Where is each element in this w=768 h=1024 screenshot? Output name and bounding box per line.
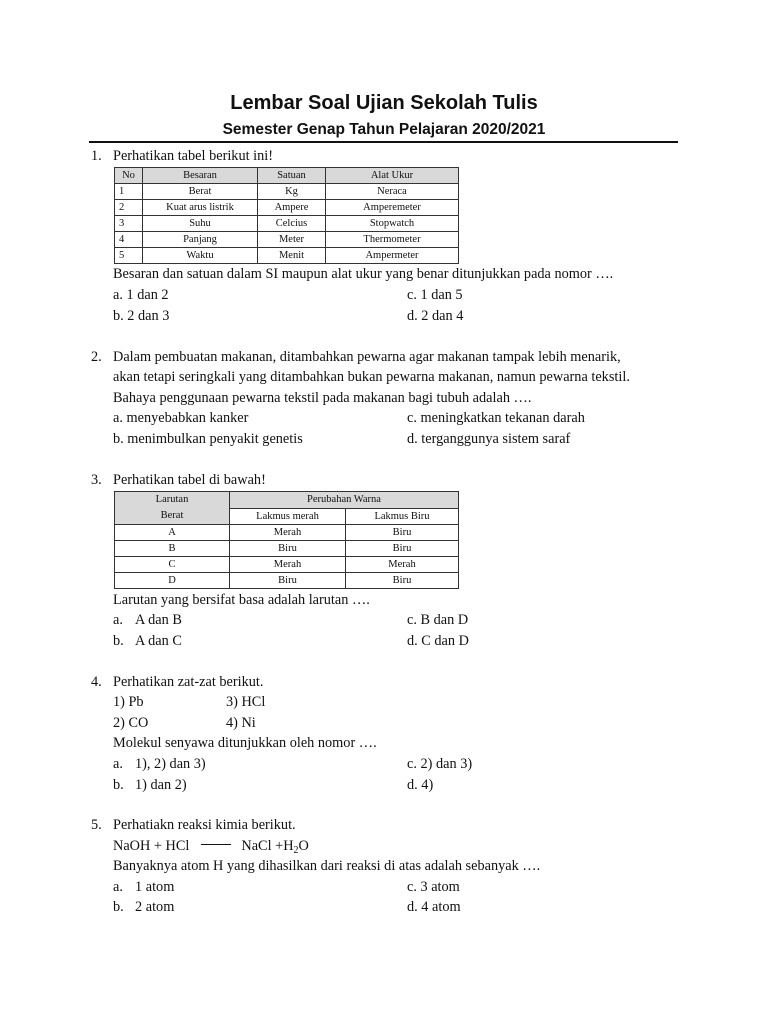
page-subtitle: Semester Genap Tahun Pelajaran 2020/2021 xyxy=(222,121,546,138)
q1-table-header: Alat Ukur xyxy=(326,168,459,184)
table-cell: Ampermeter xyxy=(326,248,459,264)
q5-text: Perhatiakn reaksi kimia berikut. xyxy=(113,817,296,833)
q2-line-2: akan tetapi seringkali yang ditambahkan bukan pewarna makanan, namun pewarna tekstil. xyxy=(113,369,630,385)
table-cell: D xyxy=(115,573,230,589)
table-row xyxy=(115,216,459,232)
table-cell: Berat xyxy=(143,184,258,200)
q1-table xyxy=(114,167,459,264)
table-cell: Biru xyxy=(230,541,346,557)
q3-table-subheader: Lakmus Biru xyxy=(346,508,459,525)
table-cell: Meter xyxy=(258,232,326,248)
q2-number: 2. xyxy=(91,349,102,365)
table-cell: Kg xyxy=(258,184,326,200)
table-row xyxy=(115,525,459,541)
table-cell: B xyxy=(115,541,230,557)
table-row xyxy=(115,184,459,200)
q4-text: Perhatikan zat-zat berikut. xyxy=(113,674,264,690)
q5-reaction-equation xyxy=(113,837,309,855)
table-cell: Merah xyxy=(230,525,346,541)
q5-option-b[interactable]: 2 atom xyxy=(135,899,175,915)
q4-item: 2) CO xyxy=(113,715,149,731)
table-cell: Stopwatch xyxy=(326,216,459,232)
table-cell: Ampere xyxy=(258,200,326,216)
q2-line-3: Bahaya penggunaan pewarna tekstil pada makanan bagi tubuh adalah …. xyxy=(113,390,532,406)
q2-line-1: Dalam pembuatan makanan, ditambahkan pewarna agar makanan tampak lebih menarik, xyxy=(113,349,621,365)
q5-product-prefix: NaCl +H xyxy=(241,838,294,854)
table-row xyxy=(115,232,459,248)
table-row xyxy=(115,248,459,264)
q1-option-b[interactable]: b. 2 dan 3 xyxy=(113,308,170,324)
q3-option-a-label: a. xyxy=(113,612,123,628)
q3-option-c[interactable]: c. B dan D xyxy=(407,612,469,628)
q5-number: 5. xyxy=(91,817,102,833)
table-cell: Kuat arus listrik xyxy=(143,200,258,216)
table-cell: Merah xyxy=(230,557,346,573)
table-cell: 4 xyxy=(115,232,143,248)
q5-product-suffix: O xyxy=(298,838,309,854)
table-cell: Waktu xyxy=(143,248,258,264)
q4-option-b[interactable]: 1) dan 2) xyxy=(135,777,187,793)
table-row xyxy=(115,541,459,557)
table-row xyxy=(115,200,459,216)
q4-item: 3) HCl xyxy=(226,694,266,710)
q5-option-a[interactable]: 1 atom xyxy=(135,879,175,895)
table-cell: 2 xyxy=(115,200,143,216)
q3-number: 3. xyxy=(91,472,102,488)
q4-item: 1) Pb xyxy=(113,694,144,710)
q4-option-b-label: b. xyxy=(113,777,124,793)
q4-item: 4) Ni xyxy=(226,715,256,731)
table-cell: Biru xyxy=(230,573,346,589)
q3-header-line: Berat xyxy=(160,510,184,521)
q1-table-header: Satuan xyxy=(258,168,326,184)
q3-question: Larutan yang bersifat basa adalah larutan …. xyxy=(113,592,370,608)
q4-option-c[interactable]: c. 2) dan 3) xyxy=(407,756,473,772)
reaction-arrow-icon xyxy=(201,844,231,845)
table-cell: Biru xyxy=(346,525,459,541)
q3-option-d[interactable]: d. C dan D xyxy=(407,633,469,649)
table-cell: Biru xyxy=(346,541,459,557)
q3-table xyxy=(114,491,459,589)
q3-table-subheader: Lakmus merah xyxy=(230,508,346,525)
q1-option-c[interactable]: c. 1 dan 5 xyxy=(407,287,463,303)
q2-option-b[interactable]: b. menimbulkan penyakit genetis xyxy=(113,431,303,447)
q5-option-c[interactable]: c. 3 atom xyxy=(407,879,460,895)
q1-number: 1. xyxy=(91,148,102,164)
table-cell: Panjang xyxy=(143,232,258,248)
table-cell: Celcius xyxy=(258,216,326,232)
q4-number: 4. xyxy=(91,674,102,690)
q5-option-a-label: a. xyxy=(113,879,123,895)
q1-option-a[interactable]: a. 1 dan 2 xyxy=(113,287,169,303)
q4-option-a-label: a. xyxy=(113,756,123,772)
table-cell: Merah xyxy=(346,557,459,573)
q3-option-b-label: b. xyxy=(113,633,124,649)
q5-option-d[interactable]: d. 4 atom xyxy=(407,899,461,915)
table-cell: A xyxy=(115,525,230,541)
q1-question: Besaran dan satuan dalam SI maupun alat ukur yang benar ditunjukkan pada nomor …. xyxy=(113,266,614,282)
q3-table-header-solution xyxy=(115,492,230,525)
table-cell: C xyxy=(115,557,230,573)
q1-text: Perhatikan tabel berikut ini! xyxy=(113,148,273,164)
q1-table-header: Besaran xyxy=(143,168,258,184)
q3-table-group-header: Perubahan Warna xyxy=(230,492,459,509)
table-cell: 5 xyxy=(115,248,143,264)
table-cell: Biru xyxy=(346,573,459,589)
table-cell: Thermometer xyxy=(326,232,459,248)
q3-option-b[interactable]: A dan C xyxy=(135,633,182,649)
q2-option-d[interactable]: d. terganggunya sistem saraf xyxy=(407,431,571,447)
q5-question: Banyaknya atom H yang dihasilkan dari reaksi di atas adalah sebanyak …. xyxy=(113,858,541,874)
table-cell: 3 xyxy=(115,216,143,232)
q4-option-a[interactable]: 1), 2) dan 3) xyxy=(135,756,206,772)
table-row xyxy=(115,573,459,589)
header-divider xyxy=(89,141,678,143)
q3-text: Perhatikan tabel di bawah! xyxy=(113,472,266,488)
table-cell: Neraca xyxy=(326,184,459,200)
table-cell: Amperemeter xyxy=(326,200,459,216)
table-row xyxy=(115,557,459,573)
table-cell: 1 xyxy=(115,184,143,200)
q3-option-a[interactable]: A dan B xyxy=(135,612,182,628)
q1-table-header: No xyxy=(115,168,143,184)
table-cell: Suhu xyxy=(143,216,258,232)
q3-header-line: Larutan xyxy=(155,494,189,505)
q4-option-d[interactable]: d. 4) xyxy=(407,777,434,793)
q2-option-c[interactable]: c. meningkatkan tekanan darah xyxy=(407,410,585,426)
q4-question: Molekul senyawa ditunjukkan oleh nomor …. xyxy=(113,735,377,751)
q2-option-a[interactable]: a. menyebabkan kanker xyxy=(113,410,249,426)
q5-reactants: NaOH + HCl xyxy=(113,838,190,854)
table-cell: Menit xyxy=(258,248,326,264)
q1-option-d[interactable]: d. 2 dan 4 xyxy=(407,308,464,324)
page-title: Lembar Soal Ujian Sekolah Tulis xyxy=(230,92,538,114)
q5-option-b-label: b. xyxy=(113,899,124,915)
q5-product-subscript: 2 xyxy=(293,845,299,856)
